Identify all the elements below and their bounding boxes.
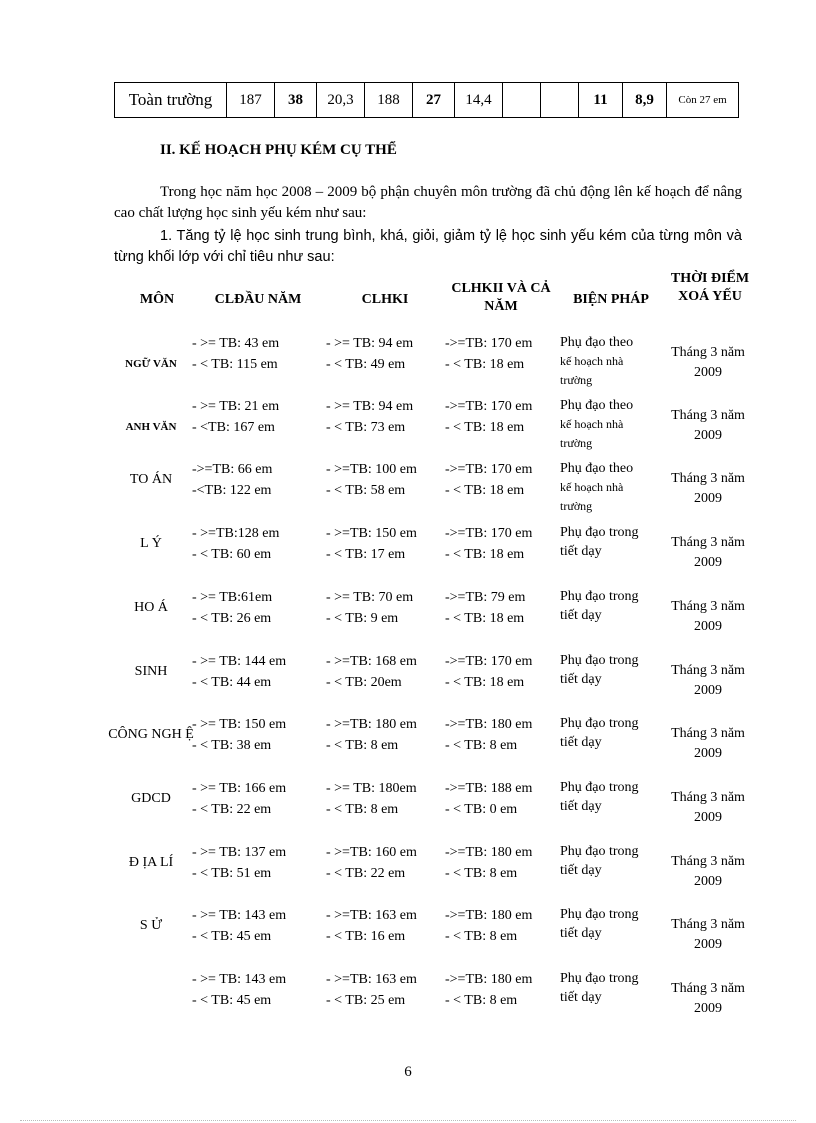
cldau-below: - < TB: 44 em: [192, 675, 272, 690]
bienphap-cell: [560, 969, 664, 1007]
bienphap-line: tiết dạy: [560, 608, 602, 623]
clhki-above: - >=TB: 163 em: [326, 972, 417, 987]
bienphap-line: Phụ đạo trong: [560, 589, 639, 604]
cldau-below: - < TB: 51 em: [192, 866, 272, 881]
thoidiem-cell: Tháng 3 năm 2009: [671, 981, 745, 1016]
clhki-below: - < TB: 20em: [326, 675, 402, 690]
header-clhki: CLHKI: [361, 292, 409, 307]
cldau-above: - >= TB: 143 em: [192, 972, 287, 987]
bienphap-line: Phụ đạo trong: [560, 716, 639, 731]
cldau-above: - >= TB: 150 em: [192, 717, 287, 732]
clhki-below: - < TB: 8 em: [326, 802, 399, 817]
bienphap-cell: [560, 778, 664, 816]
clhki-above: - >=TB: 100 em: [326, 462, 417, 477]
bienphap-cell: [560, 714, 664, 752]
clhki-above: - >=TB: 150 em: [326, 526, 417, 541]
cldau-below: - < TB: 26 em: [192, 611, 272, 626]
summary-cell: 11: [579, 83, 623, 118]
summary-cell: 20,3: [317, 83, 365, 118]
clhki-below: - < TB: 73 em: [326, 420, 406, 435]
summary-cell: 27: [413, 83, 455, 118]
cldau-above: ->=TB: 66 em: [192, 462, 273, 477]
summary-cell: [503, 83, 541, 118]
section-title: II. KẾ HOẠCH PHỤ KÉM CỤ THỂ: [160, 142, 397, 158]
summary-row: [115, 83, 739, 118]
thoidiem-cell: Tháng 3 năm 2009: [671, 917, 745, 952]
subject-name: L Ý: [140, 536, 162, 551]
subject-name: Đ ỊA LÍ: [128, 855, 174, 870]
bienphap-line: tiết dạy: [560, 735, 602, 750]
clhkii-above: ->=TB: 180 em: [445, 908, 533, 923]
summary-cell: [541, 83, 579, 118]
clhkii-below: - < TB: 8 em: [445, 993, 518, 1008]
cldau-below: - < TB: 115 em: [192, 357, 278, 372]
clhkii-below: - < TB: 18 em: [445, 611, 525, 626]
bienphap-line: trường: [560, 373, 593, 387]
clhkii-above: ->=TB: 180 em: [445, 845, 533, 860]
summary-table: [114, 82, 739, 118]
bienphap-line: Phụ đạo trong: [560, 907, 639, 922]
clhki-below: - < TB: 25 em: [326, 993, 406, 1008]
bienphap-line: kế hoạch nhà: [560, 354, 624, 368]
cldau-above: - >= TB: 166 em: [192, 781, 287, 796]
clhkii-below: - < TB: 8 em: [445, 866, 518, 881]
clhki-below: - < TB: 9 em: [326, 611, 399, 626]
bienphap-line: Phụ đạo trong: [560, 844, 639, 859]
cldau-above: - >= TB: 43 em: [192, 336, 280, 351]
bienphap-line: tiết dạy: [560, 544, 602, 559]
subject-name: ANH VĂN: [125, 421, 177, 433]
summary-cell: 38: [275, 83, 317, 118]
bienphap-line: kế hoạch nhà: [560, 417, 624, 431]
clhki-below: - < TB: 22 em: [326, 866, 406, 881]
bienphap-line: tiết dạy: [560, 990, 602, 1005]
clhki-above: - >=TB: 180 em: [326, 717, 417, 732]
bienphap-cell: [560, 842, 664, 880]
subject-name: S Ử: [139, 918, 163, 933]
summary-cell: 187: [227, 83, 275, 118]
clhki-above: - >= TB: 180em: [326, 781, 417, 796]
bienphap-line: Phụ đạo theo: [560, 398, 634, 413]
clhkii-above: ->=TB: 180 em: [445, 972, 533, 987]
clhkii-above: ->=TB: 170 em: [445, 526, 533, 541]
cldau-above: - >= TB: 143 em: [192, 908, 287, 923]
clhkii-below: - < TB: 8 em: [445, 738, 518, 753]
clhki-above: - >= TB: 70 em: [326, 590, 414, 605]
clhkii-below: - < TB: 18 em: [445, 357, 525, 372]
bienphap-line: Phụ đạo trong: [560, 653, 639, 668]
subject-name: SINH: [134, 664, 168, 679]
bienphap-line: Phụ đạo trong: [560, 971, 639, 986]
clhki-below: - < TB: 58 em: [326, 483, 406, 498]
clhki-above: - >=TB: 160 em: [326, 845, 417, 860]
thoidiem-cell: Tháng 3 năm 2009: [671, 726, 745, 761]
page-number: 6: [404, 1064, 412, 1080]
cldau-below: - < TB: 38 em: [192, 738, 272, 753]
clhki-below: - < TB: 17 em: [326, 547, 406, 562]
header-mon: MÔN: [139, 292, 175, 307]
bienphap-cell: [560, 523, 664, 561]
bienphap-cell: [560, 651, 664, 689]
cldau-above: - >= TB: 137 em: [192, 845, 287, 860]
subject-name: GDCD: [131, 791, 171, 806]
header-cldau: CLĐẦU NĂM: [214, 292, 302, 307]
clhkii-above: ->=TB: 170 em: [445, 336, 533, 351]
clhki-above: - >= TB: 94 em: [326, 399, 414, 414]
clhkii-above: ->=TB: 188 em: [445, 781, 533, 796]
paragraph-intro: Trong học năm học 2008 – 2009 bộ phận chuyên môn trường đã chủ động lên kế hoạch để nâng cao chất lượng học sinh yếu kém như sau:: [114, 184, 742, 221]
page-edge-divider: [20, 1120, 796, 1121]
cldau-below: - < TB: 45 em: [192, 929, 272, 944]
clhkii-above: ->=TB: 170 em: [445, 462, 533, 477]
clhkii-below: - < TB: 18 em: [445, 675, 525, 690]
clhki-above: - >= TB: 94 em: [326, 336, 414, 351]
header-clhkii: CLHKII VÀ CẢ NĂM: [451, 281, 551, 314]
clhki-above: - >=TB: 168 em: [326, 654, 417, 669]
cldau-below: - < TB: 45 em: [192, 993, 272, 1008]
paragraph-goal: 1. Tăng tỷ lệ học sinh trung bình, khá, giỏi, giảm tỷ lệ học sinh yếu kém của từng môn và từng khối lớp với chỉ tiêu như sau:: [114, 228, 742, 265]
cldau-below: - <TB: 167 em: [192, 420, 275, 435]
thoidiem-cell: Tháng 3 năm 2009: [671, 471, 745, 506]
bienphap-line: trường: [560, 499, 593, 513]
clhkii-below: - < TB: 18 em: [445, 420, 525, 435]
subject-name: CÔNG NGH Ệ: [108, 727, 194, 742]
header-thoidiem: THỜI ĐIỂM XOÁ YẾU: [670, 271, 750, 304]
summary-cell: 188: [365, 83, 413, 118]
cldau-above: - >= TB: 21 em: [192, 399, 280, 414]
clhki-below: - < TB: 49 em: [326, 357, 406, 372]
summary-cell: Còn 27 em: [667, 83, 739, 118]
thoidiem-cell: Tháng 3 năm 2009: [671, 345, 745, 380]
thoidiem-cell: Tháng 3 năm 2009: [671, 854, 745, 889]
bienphap-cell: [560, 333, 664, 390]
bienphap-line: tiết dạy: [560, 863, 602, 878]
header-bienphap: BIỆN PHÁP: [573, 292, 649, 307]
cldau-above: - >= TB:61em: [192, 590, 273, 605]
thoidiem-cell: Tháng 3 năm 2009: [671, 790, 745, 825]
bienphap-cell: [560, 459, 664, 516]
clhkii-above: ->=TB: 170 em: [445, 399, 533, 414]
bienphap-line: Phụ đạo theo: [560, 461, 634, 476]
clhki-below: - < TB: 8 em: [326, 738, 399, 753]
bienphap-line: tiết dạy: [560, 926, 602, 941]
bienphap-cell: [560, 905, 664, 943]
summary-cell: Toàn trường: [115, 83, 227, 118]
bienphap-line: Phụ đạo trong: [560, 780, 639, 795]
cldau-below: - < TB: 22 em: [192, 802, 272, 817]
thoidiem-cell: Tháng 3 năm 2009: [671, 599, 745, 634]
clhkii-below: - < TB: 8 em: [445, 929, 518, 944]
bienphap-cell: [560, 396, 664, 453]
cldau-above: - >= TB: 144 em: [192, 654, 287, 669]
clhkii-below: - < TB: 18 em: [445, 547, 525, 562]
clhkii-above: ->=TB: 79 em: [445, 590, 526, 605]
bienphap-line: kế hoạch nhà: [560, 480, 624, 494]
clhkii-below: - < TB: 0 em: [445, 802, 518, 817]
clhki-above: - >=TB: 163 em: [326, 908, 417, 923]
cldau-below: -<TB: 122 em: [192, 483, 272, 498]
cldau-below: - < TB: 60 em: [192, 547, 272, 562]
bienphap-line: tiết dạy: [560, 672, 602, 687]
subject-name: HO Á: [134, 600, 168, 615]
summary-cell: 8,9: [623, 83, 667, 118]
summary-cell: 14,4: [455, 83, 503, 118]
bienphap-line: Phụ đạo theo: [560, 335, 634, 350]
clhkii-below: - < TB: 18 em: [445, 483, 525, 498]
clhkii-above: ->=TB: 180 em: [445, 717, 533, 732]
bienphap-cell: [560, 587, 664, 625]
thoidiem-cell: Tháng 3 năm 2009: [671, 408, 745, 443]
bienphap-line: Phụ đạo trong: [560, 525, 639, 540]
subject-name: TO ÁN: [129, 472, 173, 487]
bienphap-line: trường: [560, 436, 593, 450]
bienphap-line: tiết dạy: [560, 799, 602, 814]
clhkii-above: ->=TB: 170 em: [445, 654, 533, 669]
thoidiem-cell: Tháng 3 năm 2009: [671, 535, 745, 570]
cldau-above: - >=TB:128 em: [192, 526, 280, 541]
clhki-below: - < TB: 16 em: [326, 929, 406, 944]
subject-name: NGỮ VĂN: [125, 358, 177, 370]
thoidiem-cell: Tháng 3 năm 2009: [671, 663, 745, 698]
